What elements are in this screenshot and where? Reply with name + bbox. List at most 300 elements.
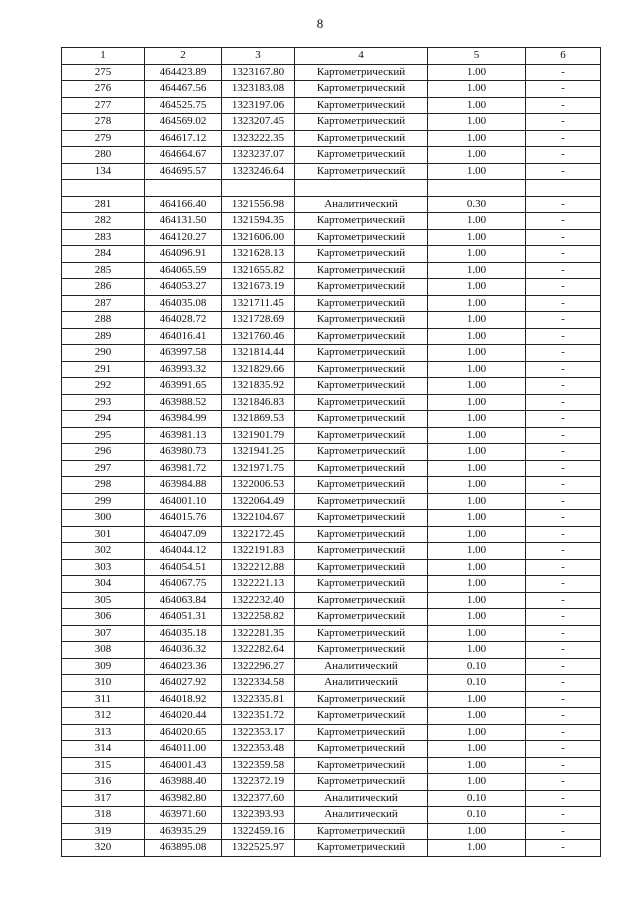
table-cell: -	[526, 97, 601, 114]
table-row	[62, 147, 601, 164]
table-row	[62, 196, 601, 213]
table-cell: -	[526, 790, 601, 807]
table-cell: Картометрический	[295, 328, 428, 345]
table-cell: -	[526, 592, 601, 609]
table-body	[62, 64, 601, 856]
table-cell: -	[526, 196, 601, 213]
table-cell: 463935.29	[145, 823, 222, 840]
table-cell: -	[526, 559, 601, 576]
table-cell: 1.00	[428, 823, 526, 840]
table-cell: 464020.44	[145, 708, 222, 725]
table-cell: 309	[62, 658, 145, 675]
table-cell: 289	[62, 328, 145, 345]
table-cell: -	[526, 163, 601, 180]
table-cell: 306	[62, 609, 145, 626]
table-cell: 313	[62, 724, 145, 741]
table-cell: 1.00	[428, 361, 526, 378]
table-cell	[428, 180, 526, 197]
table-row	[62, 262, 601, 279]
table-cell: 463988.40	[145, 774, 222, 791]
table-cell: Аналитический	[295, 807, 428, 824]
table-cell: 1322334.58	[222, 675, 295, 692]
table-cell: 1.00	[428, 774, 526, 791]
table-cell: Картометрический	[295, 444, 428, 461]
table-cell: 1.00	[428, 295, 526, 312]
table-cell: 464051.31	[145, 609, 222, 626]
table-cell: -	[526, 774, 601, 791]
table-row	[62, 477, 601, 494]
table-cell: Картометрический	[295, 477, 428, 494]
table-cell: 311	[62, 691, 145, 708]
table-cell: 1322064.49	[222, 493, 295, 510]
table-cell: 464001.10	[145, 493, 222, 510]
table-cell: Картометрический	[295, 97, 428, 114]
table-cell: 1322006.53	[222, 477, 295, 494]
table-cell: 1.00	[428, 708, 526, 725]
table-cell: 464695.57	[145, 163, 222, 180]
table-cell: 1.00	[428, 526, 526, 543]
table-cell: 464011.00	[145, 741, 222, 758]
table-cell: 1321760.46	[222, 328, 295, 345]
table-row	[62, 708, 601, 725]
table-row	[62, 576, 601, 593]
table-cell: 1321728.69	[222, 312, 295, 329]
table-cell: 1321673.19	[222, 279, 295, 296]
table-cell: 320	[62, 840, 145, 857]
table-cell: Картометрический	[295, 262, 428, 279]
table-cell: 1.00	[428, 576, 526, 593]
table-cell: 1.00	[428, 229, 526, 246]
table-row	[62, 64, 601, 81]
table-cell: 1.00	[428, 741, 526, 758]
table-cell: 279	[62, 130, 145, 147]
page-number: 8	[316, 16, 324, 31]
table-row	[62, 807, 601, 824]
table-row	[62, 229, 601, 246]
column-header: 4	[295, 48, 428, 65]
table-cell: Картометрический	[295, 543, 428, 560]
table-cell: Картометрический	[295, 460, 428, 477]
table-row	[62, 559, 601, 576]
table-cell: 1.00	[428, 114, 526, 131]
table-cell: 464617.12	[145, 130, 222, 147]
table-cell: Картометрический	[295, 493, 428, 510]
table-cell: 299	[62, 493, 145, 510]
table-cell: Картометрический	[295, 576, 428, 593]
table-cell: 464054.51	[145, 559, 222, 576]
column-header: 6	[526, 48, 601, 65]
table-cell: 1.00	[428, 642, 526, 659]
table-header-row	[62, 48, 601, 65]
table-row	[62, 378, 601, 395]
table-cell: 301	[62, 526, 145, 543]
table-cell: -	[526, 81, 601, 98]
table-cell: 317	[62, 790, 145, 807]
table-cell: Картометрический	[295, 592, 428, 609]
table-cell: 292	[62, 378, 145, 395]
table-row	[62, 411, 601, 428]
table-cell	[62, 180, 145, 197]
table-row	[62, 510, 601, 527]
table-cell: 314	[62, 741, 145, 758]
table-cell: 1.00	[428, 246, 526, 263]
table-row	[62, 658, 601, 675]
table-cell: -	[526, 345, 601, 362]
table-cell: 1322282.64	[222, 642, 295, 659]
table-cell: 1.00	[428, 691, 526, 708]
table-cell: Картометрический	[295, 526, 428, 543]
table-cell: 0.30	[428, 196, 526, 213]
table-row	[62, 609, 601, 626]
table-cell: Картометрический	[295, 774, 428, 791]
table-cell: 464063.84	[145, 592, 222, 609]
table-cell: -	[526, 477, 601, 494]
table-cell: 282	[62, 213, 145, 230]
table-cell: -	[526, 130, 601, 147]
table-cell: -	[526, 262, 601, 279]
table-cell: Картометрический	[295, 213, 428, 230]
table-cell: 1321556.98	[222, 196, 295, 213]
table-cell: -	[526, 807, 601, 824]
table-cell: 296	[62, 444, 145, 461]
table-cell: -	[526, 147, 601, 164]
table-row	[62, 97, 601, 114]
table-cell: -	[526, 295, 601, 312]
table-cell: 464018.92	[145, 691, 222, 708]
table-cell: -	[526, 246, 601, 263]
table-cell: 463991.65	[145, 378, 222, 395]
table-cell: 1321655.82	[222, 262, 295, 279]
table-cell: -	[526, 427, 601, 444]
table-cell: 1.00	[428, 378, 526, 395]
table-cell: 1.00	[428, 543, 526, 560]
table-cell: 280	[62, 147, 145, 164]
table-cell: -	[526, 724, 601, 741]
table-cell: 1.00	[428, 97, 526, 114]
table-cell: 464166.40	[145, 196, 222, 213]
table-cell: Картометрический	[295, 345, 428, 362]
table-cell: Картометрический	[295, 691, 428, 708]
table-cell: 1.00	[428, 477, 526, 494]
table-row	[62, 213, 601, 230]
table-cell: 464120.27	[145, 229, 222, 246]
table-cell: 293	[62, 394, 145, 411]
table-cell: 283	[62, 229, 145, 246]
table-cell: Картометрический	[295, 741, 428, 758]
table-cell: 1321594.35	[222, 213, 295, 230]
table-cell: 463982.80	[145, 790, 222, 807]
table-cell: Картометрический	[295, 609, 428, 626]
table-cell: 298	[62, 477, 145, 494]
table-cell: -	[526, 526, 601, 543]
table-cell: -	[526, 576, 601, 593]
table-cell: -	[526, 229, 601, 246]
table-cell: Картометрический	[295, 279, 428, 296]
table-cell: 281	[62, 196, 145, 213]
table-cell: Картометрический	[295, 559, 428, 576]
table-cell: 275	[62, 64, 145, 81]
table-cell: -	[526, 625, 601, 642]
table-cell: 0.10	[428, 658, 526, 675]
table-row	[62, 279, 601, 296]
table-cell: 288	[62, 312, 145, 329]
table-cell: -	[526, 510, 601, 527]
table-cell: 302	[62, 543, 145, 560]
table-cell: 464036.32	[145, 642, 222, 659]
table-cell: 464035.08	[145, 295, 222, 312]
table-cell: 1322393.93	[222, 807, 295, 824]
table-cell: Картометрический	[295, 840, 428, 857]
table-row	[62, 312, 601, 329]
table-cell: -	[526, 213, 601, 230]
table-cell: Аналитический	[295, 790, 428, 807]
table-cell: 305	[62, 592, 145, 609]
table-row	[62, 774, 601, 791]
table-cell: 285	[62, 262, 145, 279]
table-cell: 1322296.27	[222, 658, 295, 675]
table-row	[62, 592, 601, 609]
table-cell: 1322353.48	[222, 741, 295, 758]
table-row	[62, 394, 601, 411]
table-cell: 1322377.60	[222, 790, 295, 807]
table-cell: 1.00	[428, 328, 526, 345]
column-header: 5	[428, 48, 526, 65]
table-cell: Картометрический	[295, 147, 428, 164]
table-cell: 294	[62, 411, 145, 428]
table-cell: 464028.72	[145, 312, 222, 329]
table-cell: 304	[62, 576, 145, 593]
table-cell: 310	[62, 675, 145, 692]
table-cell: 0.10	[428, 675, 526, 692]
table-cell: 1.00	[428, 312, 526, 329]
table-cell: Картометрический	[295, 312, 428, 329]
table-cell: 287	[62, 295, 145, 312]
table-cell: -	[526, 378, 601, 395]
table-cell: -	[526, 394, 601, 411]
table-cell: 464001.43	[145, 757, 222, 774]
table-row	[62, 691, 601, 708]
table-row	[62, 246, 601, 263]
table-row	[62, 460, 601, 477]
table-cell: -	[526, 312, 601, 329]
column-header: 1	[62, 48, 145, 65]
table-cell: 1.00	[428, 559, 526, 576]
table-cell: 1322212.88	[222, 559, 295, 576]
table-cell: 1321829.66	[222, 361, 295, 378]
table-cell: 1.00	[428, 510, 526, 527]
table-cell: Картометрический	[295, 130, 428, 147]
table-cell: 286	[62, 279, 145, 296]
table-cell: 1321628.13	[222, 246, 295, 263]
table-row	[62, 163, 601, 180]
table-cell: -	[526, 642, 601, 659]
table-cell: 464016.41	[145, 328, 222, 345]
table-cell: 1322335.81	[222, 691, 295, 708]
table-cell: 276	[62, 81, 145, 98]
table-cell: -	[526, 741, 601, 758]
table-cell: 463988.52	[145, 394, 222, 411]
table-cell: 464131.50	[145, 213, 222, 230]
table-cell: 1322281.35	[222, 625, 295, 642]
table-cell: 1322172.45	[222, 526, 295, 543]
table-cell: 1.00	[428, 262, 526, 279]
table-cell: 1.00	[428, 609, 526, 626]
table-cell: 463993.32	[145, 361, 222, 378]
table-row	[62, 130, 601, 147]
table-cell: 464467.56	[145, 81, 222, 98]
table-cell: 1321869.53	[222, 411, 295, 428]
table-cell: Картометрический	[295, 229, 428, 246]
table-cell: Картометрический	[295, 246, 428, 263]
table-cell: 1323197.06	[222, 97, 295, 114]
table-cell: 0.10	[428, 807, 526, 824]
table-cell: 315	[62, 757, 145, 774]
table-cell: 1321711.45	[222, 295, 295, 312]
table-cell: 1321606.00	[222, 229, 295, 246]
table-cell: 464067.75	[145, 576, 222, 593]
table-cell: 284	[62, 246, 145, 263]
table-cell: 1322258.82	[222, 609, 295, 626]
table-row	[62, 840, 601, 857]
table-cell: 1.00	[428, 394, 526, 411]
table-cell: 1322459.16	[222, 823, 295, 840]
table-cell: 1322191.83	[222, 543, 295, 560]
table-cell: -	[526, 691, 601, 708]
table-cell: Картометрический	[295, 295, 428, 312]
table-cell: Картометрический	[295, 81, 428, 98]
table-cell: 1322104.67	[222, 510, 295, 527]
table-cell: Картометрический	[295, 411, 428, 428]
table-cell: 1323183.08	[222, 81, 295, 98]
table-cell: 1.00	[428, 411, 526, 428]
table-cell: 1.00	[428, 147, 526, 164]
table-cell: -	[526, 840, 601, 857]
table-cell: 1322221.13	[222, 576, 295, 593]
coordinates-table	[61, 47, 601, 857]
table-cell: 1.00	[428, 592, 526, 609]
table-cell: 464035.18	[145, 625, 222, 642]
table-cell: Картометрический	[295, 427, 428, 444]
table-cell: 1321835.92	[222, 378, 295, 395]
table-cell: 312	[62, 708, 145, 725]
table-cell: 291	[62, 361, 145, 378]
table-cell: 1.00	[428, 213, 526, 230]
table-cell: 1.00	[428, 625, 526, 642]
table-cell: 1.00	[428, 427, 526, 444]
table-cell: 464525.75	[145, 97, 222, 114]
table-cell: 464047.09	[145, 526, 222, 543]
table-cell: 463895.08	[145, 840, 222, 857]
table-cell: 464065.59	[145, 262, 222, 279]
table-cell: Аналитический	[295, 196, 428, 213]
table-row	[62, 724, 601, 741]
table-cell: 1323246.64	[222, 163, 295, 180]
table-cell: 1323207.45	[222, 114, 295, 131]
table-cell: 1.00	[428, 64, 526, 81]
table-cell: 0.10	[428, 790, 526, 807]
table-cell: 1.00	[428, 840, 526, 857]
table-cell: -	[526, 64, 601, 81]
table-cell: 1323167.80	[222, 64, 295, 81]
table-cell: 1.00	[428, 81, 526, 98]
table-cell: 1.00	[428, 163, 526, 180]
table-cell: -	[526, 328, 601, 345]
table-cell: 1322353.17	[222, 724, 295, 741]
table-cell: Картометрический	[295, 642, 428, 659]
table-row	[62, 295, 601, 312]
table-cell: 1322359.58	[222, 757, 295, 774]
table-cell: 1322525.97	[222, 840, 295, 857]
table-cell: 464096.91	[145, 246, 222, 263]
table-row	[62, 345, 601, 362]
table-row	[62, 757, 601, 774]
table-cell: -	[526, 460, 601, 477]
table-cell: Аналитический	[295, 675, 428, 692]
table-cell: 134	[62, 163, 145, 180]
table-cell: 318	[62, 807, 145, 824]
table-cell: 316	[62, 774, 145, 791]
table-cell: 463997.58	[145, 345, 222, 362]
table-cell	[222, 180, 295, 197]
table-cell: 1321901.79	[222, 427, 295, 444]
table-cell: 463981.13	[145, 427, 222, 444]
table-cell: Картометрический	[295, 163, 428, 180]
table-cell: Аналитический	[295, 658, 428, 675]
table-cell: Картометрический	[295, 625, 428, 642]
table-row	[62, 675, 601, 692]
table-cell: 297	[62, 460, 145, 477]
table-cell: Картометрический	[295, 361, 428, 378]
table-cell: 464053.27	[145, 279, 222, 296]
table-cell: 463971.60	[145, 807, 222, 824]
table-cell: -	[526, 114, 601, 131]
table-row	[62, 625, 601, 642]
table-cell: Картометрический	[295, 757, 428, 774]
table-cell: 1.00	[428, 345, 526, 362]
table-row	[62, 790, 601, 807]
table-row	[62, 823, 601, 840]
table-cell: -	[526, 543, 601, 560]
table-cell: 319	[62, 823, 145, 840]
table-cell: Картометрический	[295, 64, 428, 81]
table-cell: 464569.02	[145, 114, 222, 131]
table-row	[62, 361, 601, 378]
table-row	[62, 741, 601, 758]
table-row	[62, 180, 601, 197]
table-cell: 1321971.75	[222, 460, 295, 477]
table-cell: 1321846.83	[222, 394, 295, 411]
table-cell: 295	[62, 427, 145, 444]
table-row	[62, 427, 601, 444]
table-cell: 307	[62, 625, 145, 642]
table-cell: 463984.88	[145, 477, 222, 494]
column-header: 2	[145, 48, 222, 65]
table-cell: 1.00	[428, 130, 526, 147]
table-cell: 1.00	[428, 724, 526, 741]
table-row	[62, 328, 601, 345]
table-cell: -	[526, 411, 601, 428]
table-cell: Картометрический	[295, 724, 428, 741]
table-cell: 1.00	[428, 460, 526, 477]
table-cell: -	[526, 279, 601, 296]
table-cell	[526, 180, 601, 197]
table-cell: 463980.73	[145, 444, 222, 461]
table-cell: 1322232.40	[222, 592, 295, 609]
table-cell: -	[526, 444, 601, 461]
table-cell: 278	[62, 114, 145, 131]
table-cell: -	[526, 823, 601, 840]
table-cell: 1323237.07	[222, 147, 295, 164]
